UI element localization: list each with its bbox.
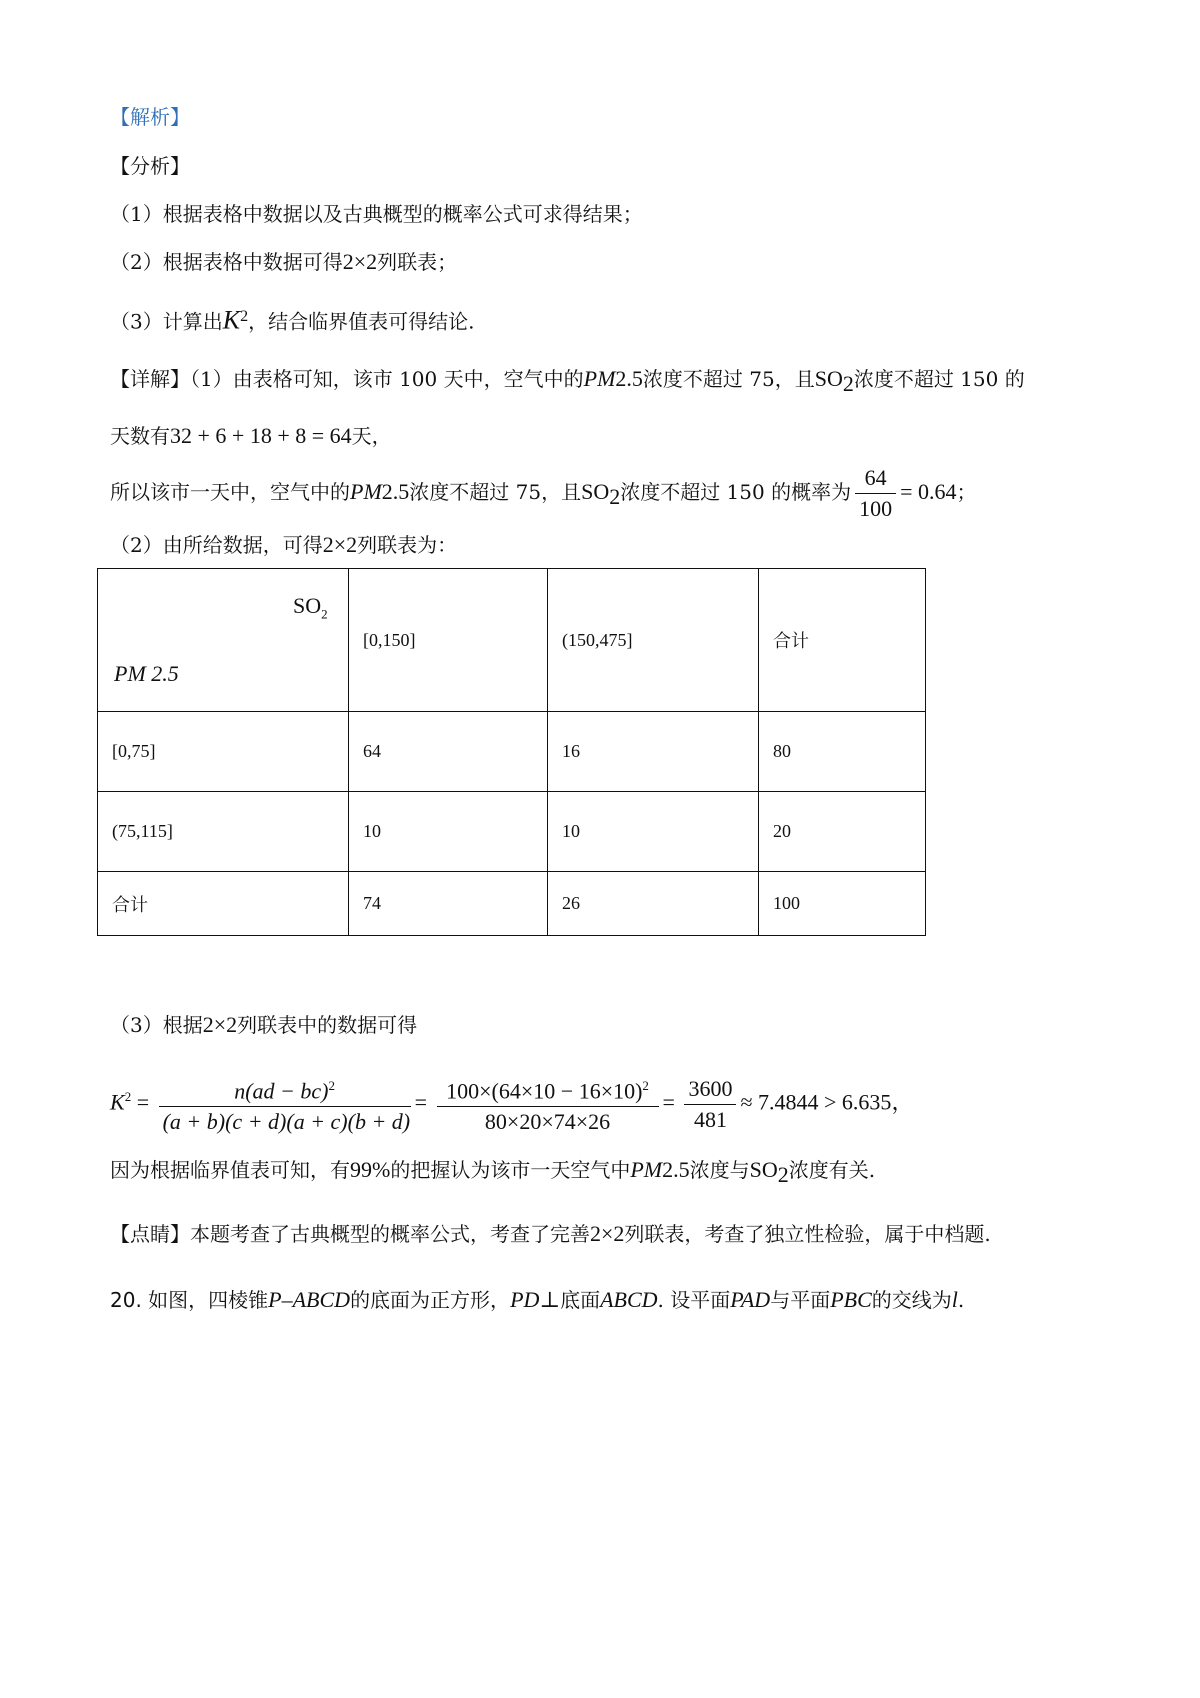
table-cell: 20 [759, 792, 926, 872]
dianjing-line: 【点睛】本题考查了古典概型的概率公式，考查了完善2×2列联表，考查了独立性检验，属于中档题. [110, 1221, 991, 1246]
detail-line-1: 【详解】（1）由表格可知，该市 100 天中，空气中的PM2.5浓度不超过 75，且$SO_2$浓度不超过 150 的 [110, 366, 1025, 396]
table-cell: 100 [759, 872, 926, 936]
analysis-step-1: （1）根据表格中数据以及古典概型的概率公式可求得结果； [110, 202, 643, 226]
table-cell: 16 [548, 712, 759, 792]
table-cell: 26 [548, 872, 759, 936]
analysis-step-3: （3）计算出$K^2$，结合临界值表可得结论. [110, 305, 475, 335]
table-corner-cell: $SO_2$ PM 2.5 [98, 569, 349, 712]
table-cell: 64 [349, 712, 548, 792]
jiexi-heading: 【解析】 [110, 105, 190, 129]
col-header-so2-low: [0,150] [349, 569, 548, 712]
table-cell: 10 [349, 792, 548, 872]
probability-fraction: $\frac{64}{100}$ [855, 463, 896, 524]
table-cell: 74 [349, 872, 548, 936]
detail-line-3: 所以该市一天中，空气中的PM2.5浓度不超过 75，且$SO_2$浓度不超过 150 的概率为 $\frac{64}{100}$ = 0.64； [110, 461, 977, 528]
conclusion-line: 因为根据临界值表可知，有99%的把握认为该市一天空气中PM2.5浓度与$SO_2$浓度有关. [110, 1157, 876, 1187]
col-header-total: 合计 [759, 569, 926, 712]
table-row [98, 872, 926, 936]
row-label-pm-low: [0,75] [98, 712, 349, 792]
question-20: 20. 如图，四棱锥P–ABCD的底面为正方形，PD⊥底面ABCD. 设平面PAD与平面PBC的交线为l. [110, 1287, 965, 1312]
table-cell: 80 [759, 712, 926, 792]
detail-line-2: 天数有32 + 6 + 18 + 8 = 64天， [110, 423, 392, 448]
detail-line-4: （2）由所给数据，可得2×2列联表为： [110, 532, 458, 557]
contingency-table [97, 568, 926, 936]
row-label-pm-high: (75,115] [98, 792, 349, 872]
table-header-row [98, 569, 926, 712]
analysis-step-2: （2）根据表格中数据可得2×2列联表； [110, 249, 458, 274]
row-label-total: 合计 [98, 872, 349, 936]
table-cell: 10 [548, 792, 759, 872]
fenxi-heading: 【分析】 [110, 154, 190, 178]
question-number: 20. [110, 1288, 142, 1312]
table-row [98, 712, 926, 792]
part3-intro: （3）根据2×2列联表中的数据可得 [110, 1012, 418, 1037]
table-row [98, 792, 926, 872]
k-squared-formula: $K^2$ = $\frac{n(ad - bc)^2}{(a + b)(c + d)(a + c)(b + d)}$ = $\frac{100\times(64\times 10 - 16\times 10)^2}{80\times 20\times 74\times 26}$ = $\frac{3600}{481}$ ≈ 7.4844 > 6.635， [110, 1062, 913, 1138]
col-header-so2-high: (150,475] [548, 569, 759, 712]
